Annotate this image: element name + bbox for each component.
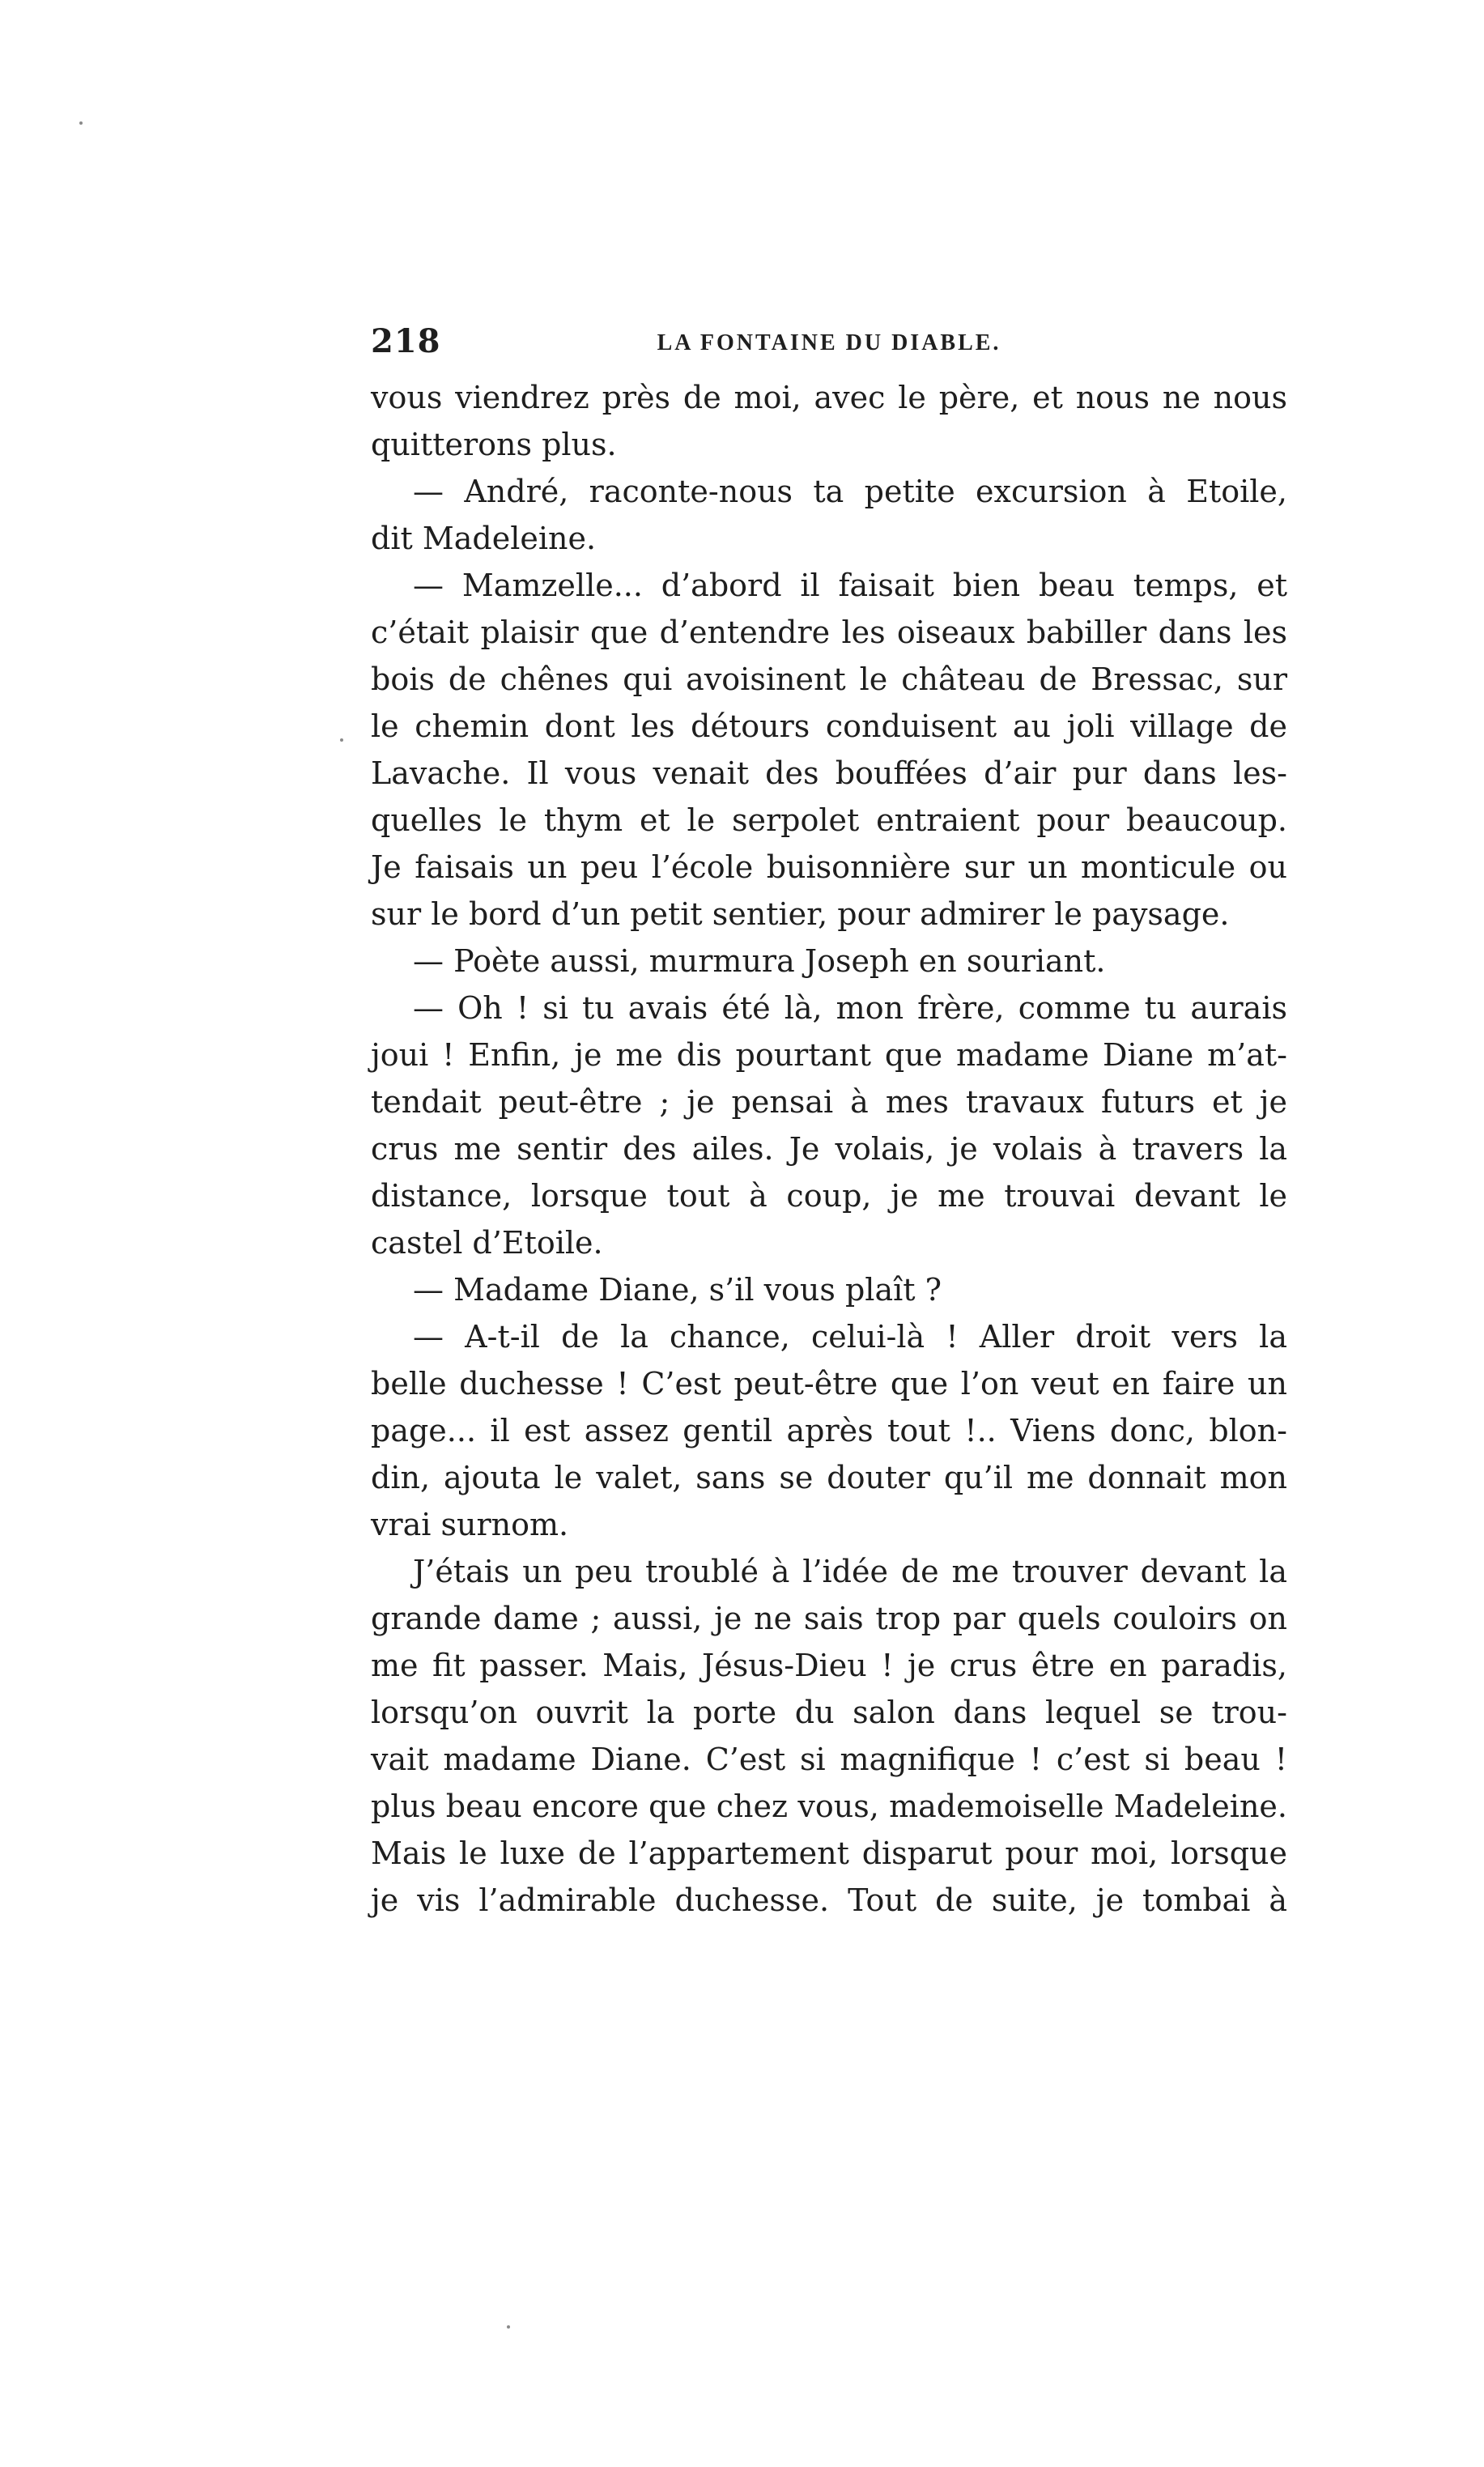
text-line: grande dame ; aussi, je ne sais trop par quels couloirs on [371, 1601, 1287, 1636]
text-line: J’étais un peu troublé à l’idée de me trouver devant la [413, 1554, 1287, 1589]
text-line: vait madame Diane. C’est si magnifique ! c’est si beau ! [371, 1742, 1287, 1777]
text-line: joui ! Enfin, je me dis pourtant que madame Diane m’at- [371, 1037, 1287, 1073]
text-line: castel d’Etoile. [371, 1225, 603, 1261]
text-line: quelles le thym et le serpolet entraient pour beaucoup. [371, 802, 1287, 838]
text-line: — Poète aussi, murmura Joseph en souriant. [413, 943, 1106, 979]
text-line: sur le bord d’un petit sentier, pour admirer le paysage. [371, 896, 1230, 932]
text-line: din, ajouta le valet, sans se douter qu’il me donnait mon [371, 1460, 1287, 1495]
text-line: vous viendrez près de moi, avec le père, et nous ne nous [371, 380, 1287, 415]
text-line: dit Madeleine. [371, 521, 597, 556]
text-line: Mais le luxe de l’appartement disparut pour moi, lorsque [371, 1835, 1287, 1871]
paper-speck [507, 2325, 510, 2329]
text-line: c’était plaisir que d’entendre les oiseaux babiller dans les [371, 615, 1287, 650]
body-text [371, 374, 1287, 1924]
paper-speck [79, 121, 83, 125]
text-line: lorsqu’on ouvrit la porte du salon dans lequel se trou- [371, 1695, 1287, 1730]
text-line: crus me sentir des ailes. Je volais, je volais à travers la [371, 1131, 1287, 1167]
text-line: — Madame Diane, s’il vous plaît ? [413, 1272, 942, 1308]
text-line: me fit passer. Mais, Jésus-Dieu ! je crus être en paradis, [371, 1648, 1287, 1683]
text-line: distance, lorsque tout à coup, je me trouvai devant le [371, 1178, 1287, 1214]
text-line: le chemin dont les détours conduisent au joli village de [371, 708, 1287, 744]
text-line: je vis l’admirable duchesse. Tout de suite, je tombai à [371, 1882, 1287, 1918]
text-line: belle duchesse ! C’est peut-être que l’on veut en faire un [371, 1366, 1287, 1402]
text-line: bois de chênes qui avoisinent le château de Bressac, sur [371, 661, 1287, 697]
text-line: — Oh ! si tu avais été là, mon frère, comme tu aurais [413, 990, 1287, 1026]
text-line: Lavache. Il vous venait des bouffées d’air pur dans les- [371, 755, 1287, 791]
text-line: Je faisais un peu l’école buisonnière sur un monticule ou [371, 849, 1287, 885]
paper-speck [340, 738, 343, 742]
text-line: page... il est assez gentil après tout !.. Viens donc, blon- [371, 1413, 1287, 1448]
running-title: LA FONTAINE DU DIABLE. [657, 330, 1001, 355]
text-line: — A-t-il de la chance, celui-là ! Aller droit vers la [413, 1319, 1287, 1355]
page-header [371, 322, 1287, 371]
page-number: 218 [371, 322, 441, 360]
text-line: plus beau encore que chez vous, mademoiselle Madeleine. [371, 1789, 1287, 1824]
text-line: — Mamzelle... d’abord il faisait bien beau temps, et [413, 568, 1287, 603]
text-line: tendait peut-être ; je pensai à mes travaux futurs et je [371, 1084, 1287, 1120]
text-line: vrai surnom. [371, 1507, 569, 1542]
text-line: — André, raconte-nous ta petite excursion à Etoile, [413, 474, 1287, 509]
text-line: quitterons plus. [371, 427, 617, 462]
